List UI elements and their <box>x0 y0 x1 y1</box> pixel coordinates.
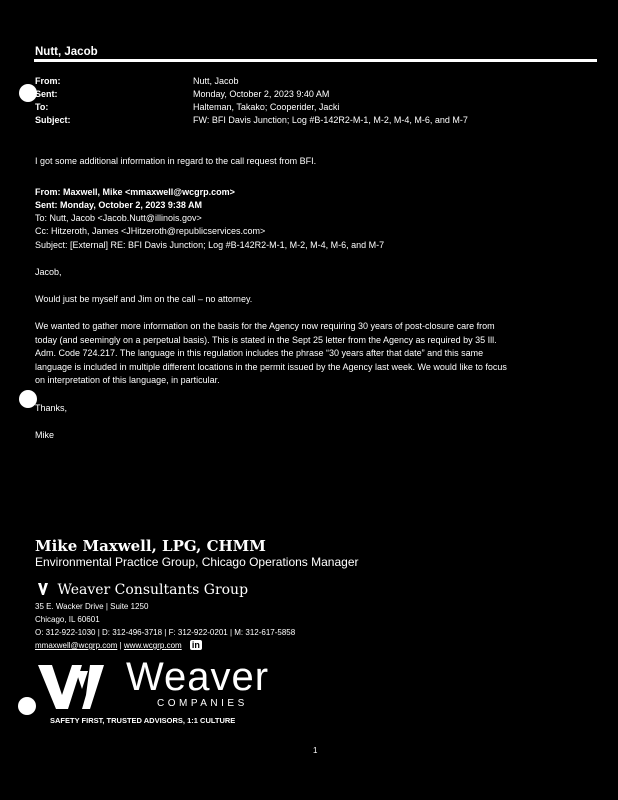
body-line: language is included in multiple different locations in the permit issued by the Agency last week. We would like to focus <box>35 361 507 372</box>
to-value: Halteman, Takako; Cooperider, Jacki <box>193 102 340 112</box>
sent-label: Sent: <box>35 89 58 99</box>
thanks: Thanks, <box>35 403 68 413</box>
body-paragraph-2 <box>35 320 583 388</box>
sent-value: Monday, October 2, 2023 9:40 AM <box>193 89 330 99</box>
weaver-logo-sub: COMPANIES <box>157 698 248 709</box>
header-rule <box>34 59 597 62</box>
fwd-cc: Cc: Hitzeroth, James <JHitzeroth@republicservices.com> <box>35 226 266 236</box>
signature-company <box>38 582 248 598</box>
link-separator: | <box>117 641 124 650</box>
to-label: To: <box>35 102 49 112</box>
from-value: Nutt, Jacob <box>193 76 239 86</box>
signature-phones: O: 312-922-1030 | D: 312-496-3718 | F: 312-922-0201 | M: 312-617-5858 <box>35 628 296 637</box>
intro-text: I got some additional information in regard to the call request from BFI. <box>35 156 317 166</box>
body-line: today (and seemingly on a perpetual basis). This is stated in the Sept 25 letter from the Agency as required by 35 Ill. <box>35 334 497 345</box>
weaver-mark-icon <box>38 583 48 595</box>
subject-label: Subject: <box>35 115 71 125</box>
email-link[interactable]: mmaxwell@wcgrp.com <box>35 641 118 650</box>
signature-title: Environmental Practice Group, Chicago Operations Manager <box>35 555 359 569</box>
weaver-logo-word: Weaver <box>126 655 270 699</box>
punch-hole <box>18 697 36 715</box>
closing-name: Mike <box>35 430 55 440</box>
linkedin-icon[interactable]: in <box>191 640 200 650</box>
signature-address-2: Chicago, IL 60601 <box>35 615 100 624</box>
fwd-subject: Subject: [External] RE: BFI Davis Junction; Log #B-142R2-M-1, M-2, M-4, M-6, and M-7 <box>35 240 385 250</box>
body-paragraph-1: Would just be myself and Jim on the call – no attorney. <box>35 294 253 304</box>
body-line: We wanted to gather more information on the basis for the Agency now requiring 30 years of post-closure care from <box>35 321 495 331</box>
subject-value: FW: BFI Davis Junction; Log #B-142R2-M-1, M-2, M-4, M-6, and M-7 <box>193 115 468 125</box>
from-label: From: <box>35 76 61 86</box>
weaver-logo-mark-icon <box>38 665 104 709</box>
greeting: Jacob, <box>35 267 62 277</box>
signature-name: Mike Maxwell, LPG, CHMM <box>35 537 266 555</box>
page-number: 1 <box>313 746 318 755</box>
page-header-name: Nutt, Jacob <box>35 46 98 58</box>
signature-company-name: Weaver Consultants Group <box>57 582 249 598</box>
fwd-sent: Sent: Monday, October 2, 2023 9:38 AM <box>35 200 203 210</box>
weaver-tagline: SAFETY FIRST, TRUSTED ADVISORS, 1:1 CULTURE <box>50 716 236 725</box>
signature-links <box>35 640 202 650</box>
body-line: Adm. Code 724.217. The language in this regulation includes the phrase “30 years after that date” and this same <box>35 348 484 359</box>
website-link[interactable]: www.wcgrp.com <box>123 641 182 650</box>
fwd-to: To: Nutt, Jacob <Jacob.Nutt@illinois.gov> <box>35 213 202 223</box>
signature-address-1: 35 E. Wacker Drive | Suite 1250 <box>35 602 149 611</box>
fwd-from: From: Maxwell, Mike <mmaxwell@wcgrp.com> <box>35 187 235 197</box>
body-line: on interpretation of this language, in particular. <box>35 375 220 386</box>
